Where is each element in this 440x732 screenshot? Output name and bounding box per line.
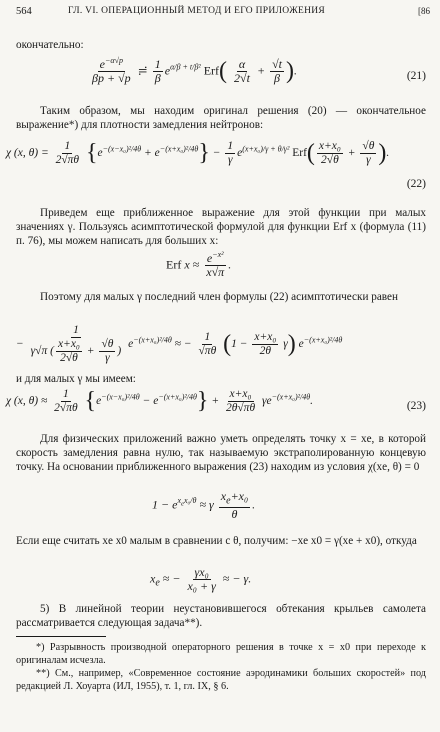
equation-23: χ (x, θ) ≈ $\frac{1}{2√\pi\theta}$ $\{e^{-(x-x_0)^2/4\theta} - e^{-(x+x_0)^2/4\theta}\}$ + $\frac{\text{x+x₀}}{2\theta√\pi\theta}$ $\gamma e^{-(x+x_0)^2/4\theta}$. (6, 388, 314, 414)
equation-21: $\frac{e^{-\alpha√p}}{\beta p + √p}$ ≓ $\frac{1}{\beta}$ $e^{\alpha/\beta + t/\beta^2}$ Erf( $\frac{\alpha}{2√t}$ + $\frac{√t}{\beta}$ ). (92, 56, 297, 85)
asymptotic-term-equation: − 1 γ√π ( $\frac{\text{x+x₀}}{2√\theta}$ + $\frac{√\theta}{\gamma}$ ) $e^{-(x+x_0)^2/4\theta}$ ≈ − $\frac{1}{√\pi\theta}$ (1 − $\frac{\text{x+x₀}}{2\theta}$ γ) $e^{-(x+x_0)^2/4\theta}$ (16, 324, 343, 364)
endpoint-result-equation: $x_e$ ≈ − $\frac{\text{γx₀}}{\text{x₀ + γ}}$ ≈ − γ. (150, 565, 252, 593)
paragraph-1: окончательно: (16, 39, 84, 51)
equation-23-number: (23) (406, 400, 426, 412)
page-number: 564 (16, 6, 32, 17)
paragraph-4: Поэтому для малых γ последний член формулы (22) асимптотически равен (40, 291, 398, 303)
equation-22: χ (x, θ) = $\frac{1}{2√\pi\theta}$ $\{e^{-(x-x_0)^2/4\theta} + e^{-(x+x_0)^2/4\theta}\}$ − $\frac{1}{\gamma}$ $e^{(x+x_0)/\gamma + \theta/\gamma^2}$ Erf( $\frac{\text{x+x₀}}{2√\theta}$ + $\frac{√\theta}{\gamma}$ ). (6, 140, 390, 166)
footnote-2: **) См., например, «Современное состояние аэродинамики больших скоростей» под редакцией Л. Хоуарта (ИЛ, 1955), т. 1, гл. IX, § 6. (16, 668, 426, 692)
paragraph-3: Приведем еще приближенное выражение для этой функции при малых значениях γ. Пользуясь асимптотической формулой для функции Erf x (формула (11) п. 76), мы можем написать для больших x: (16, 207, 426, 247)
equation-22-number: (22) (406, 178, 426, 190)
footnote-1: *) Разрывность производной операторного решения в точке x = x0 при переходе к оригиналам исчезла. (16, 642, 426, 666)
paragraph-5: и для малых γ мы имеем: (16, 373, 136, 385)
footnote-rule (16, 636, 106, 637)
chapter-title: ГЛ. VI. ОПЕРАЦИОННЫЙ МЕТОД И ЕГО ПРИЛОЖЕНИЯ (68, 6, 326, 16)
section-number: [86 (418, 6, 430, 16)
erf-asymptotic-equation: Erf x ≈ $\frac{e^{-x^2}}{x√\pi}$ . (166, 250, 232, 279)
running-header (16, 6, 430, 20)
paragraph-8: 5) В линейной теории неустановившегося обтекания крыльев самолета рассматривается следующая задача**). (16, 603, 426, 629)
endpoint-condition-equation: $1 - e^{x_ex_0/\theta} \approx \gamma$ $\frac{x_e+x_0}{\theta}$ . (152, 489, 256, 522)
paragraph-2: Таким образом, мы находим оригинал решения (20) — окончательное выражение*) для плотности замедления нейтронов: (16, 105, 426, 131)
equation-21-number: (21) (406, 70, 426, 82)
paragraph-6: Для физических приложений важно уметь определять точку x = xe, в которой скорость замедления равна нулю, так называемую экстраполированную концевую точку. На основании приближенного выражения (23) находим из условия χ(xe, θ) = 0 (16, 433, 426, 473)
paragraph-7: Если еще считать xe x0 малым в сравнении с θ, получим: −xe x0 = γ(xe + x0), откуда (16, 535, 417, 547)
